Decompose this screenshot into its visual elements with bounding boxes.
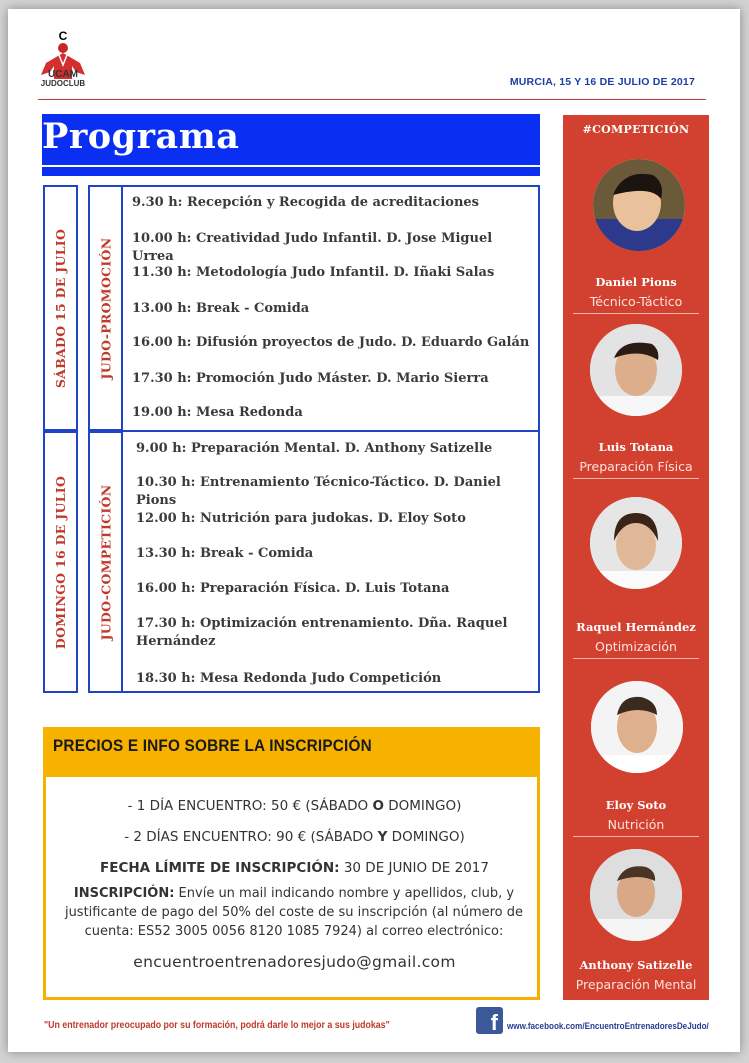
schedule-item: 17.30 h: Optimización entrenamiento. Dña. Raquel Hernández — [136, 616, 508, 649]
person-photo — [590, 849, 682, 941]
speaker-name: Eloy Soto — [605, 798, 667, 812]
price-two-days: - 2 DÍAS ENCUENTRO: 90 € (SÁBADO Y DOMINGO) — [124, 829, 465, 845]
schedule-item: 13.00 h: Break - Comida — [132, 301, 310, 316]
sidebar-title: #COMPETICIÓN — [582, 123, 690, 136]
prices-heading: PRECIOS E INFO SOBRE LA INSCRIPCIÓN — [53, 737, 372, 755]
schedule-item: 12.00 h: Nutrición para judokas. D. Eloy Soto — [136, 511, 466, 526]
schedule-item: 16.00 h: Preparación Física. D. Luis Totana — [136, 581, 450, 596]
title-banner — [42, 114, 540, 165]
logo-letter: C — [58, 29, 68, 43]
schedule-saturday — [121, 185, 540, 432]
flyer-page — [8, 9, 740, 1052]
registration-deadline: FECHA LÍMITE DE INSCRIPCIÓN: 30 DE JUNIO DE 2017 — [100, 860, 489, 876]
schedule-sunday — [121, 430, 540, 693]
avatar — [590, 849, 682, 941]
event-date: MURCIA, 15 Y 16 DE JULIO DE 2017 — [509, 76, 695, 88]
sidebar-divider — [573, 313, 699, 314]
speaker-role: Nutrición — [607, 817, 665, 832]
prices-heading-bar — [43, 727, 540, 774]
competition-sidebar — [563, 115, 709, 1000]
speaker-role: Preparación Mental — [575, 977, 697, 992]
facebook-icon[interactable]: f — [476, 1007, 503, 1034]
schedule-item: 17.30 h: Promoción Judo Máster. D. Mario Sierra — [132, 371, 489, 386]
speaker-role: Optimización — [595, 639, 677, 654]
schedule-item: 9.30 h: Recepción y Recogida de acreditaciones — [132, 195, 479, 210]
schedule-item: 16.00 h: Difusión proyectos de Judo. D. Eduardo Galán — [132, 335, 530, 350]
registration-email[interactable]: encuentroentrenadoresjudo@gmail.com — [133, 953, 456, 971]
person-photo — [591, 681, 683, 773]
schedule-item: 9.00 h: Preparación Mental. D. Anthony Satizelle — [136, 441, 493, 456]
prices-box — [43, 774, 540, 1000]
ucam-judoclub-logo — [38, 29, 88, 91]
speaker-role: Técnico-Táctico — [589, 294, 683, 309]
day-label-saturday: SÁBADO 15 DE JULIO — [43, 185, 78, 431]
day-label-sunday: DOMINGO 16 DE JULIO — [43, 431, 78, 693]
page-title: Programa — [42, 116, 240, 157]
schedule-item: 18.30 h: Mesa Redonda Judo Competición — [136, 671, 442, 686]
speaker-name: Raquel Hernández — [576, 620, 696, 634]
registration-info: INSCRIPCIÓN: Envíe un mail indicando nombre y apellidos, club, y justificante de pago del 50% del coste de su inscripción (al número de cuenta: ES52 3005 0056 8120 1085 7924) al correo electrónico: — [64, 886, 524, 939]
speaker-role: Preparación Física — [579, 459, 693, 474]
schedule-item: 19.00 h: Mesa Redonda — [132, 405, 303, 420]
facebook-link[interactable]: www.facebook.com/EncuentroEntrenadoresDeJudo/ — [507, 1021, 709, 1031]
avatar — [593, 159, 685, 251]
price-one-day: - 1 DÍA ENCUENTRO: 50 € (SÁBADO O DOMINGO) — [127, 798, 462, 814]
sidebar-divider — [573, 836, 699, 837]
speaker-name: Luis Totana — [598, 440, 674, 454]
logo-sub: JUDOCLUB — [40, 79, 86, 88]
track-label-promocion: JUDO-PROMOCIÓN — [88, 185, 123, 431]
person-photo — [593, 159, 685, 251]
schedule-item: 10.00 h: Creatividad Judo Infantil. D. Jose Miguel Urrea — [132, 231, 493, 264]
person-photo — [590, 497, 682, 589]
person-photo — [590, 324, 682, 416]
sidebar-divider — [573, 658, 699, 659]
avatar — [590, 497, 682, 589]
footer-quote: "Un entrenador preocupado por su formación, podrá darle lo mejor a sus judokas" — [44, 1020, 390, 1031]
schedule-item: 10.30 h: Entrenamiento Técnico-Táctico. D. Daniel Pions — [136, 475, 501, 508]
schedule-item: 13.30 h: Break - Comida — [136, 546, 314, 561]
avatar — [591, 681, 683, 773]
title-underbar — [42, 167, 540, 176]
logo-name: UCAM — [48, 69, 78, 80]
avatar — [590, 324, 682, 416]
speaker-name: Anthony Satizelle — [579, 958, 693, 972]
schedule-item: 11.30 h: Metodología Judo Infantil. D. Iñaki Salas — [132, 265, 495, 280]
track-label-competicion: JUDO-COMPETICIÓN — [88, 431, 123, 693]
speaker-name: Daniel Pions — [595, 275, 677, 289]
header-divider — [38, 99, 706, 100]
sidebar-divider — [573, 478, 699, 479]
